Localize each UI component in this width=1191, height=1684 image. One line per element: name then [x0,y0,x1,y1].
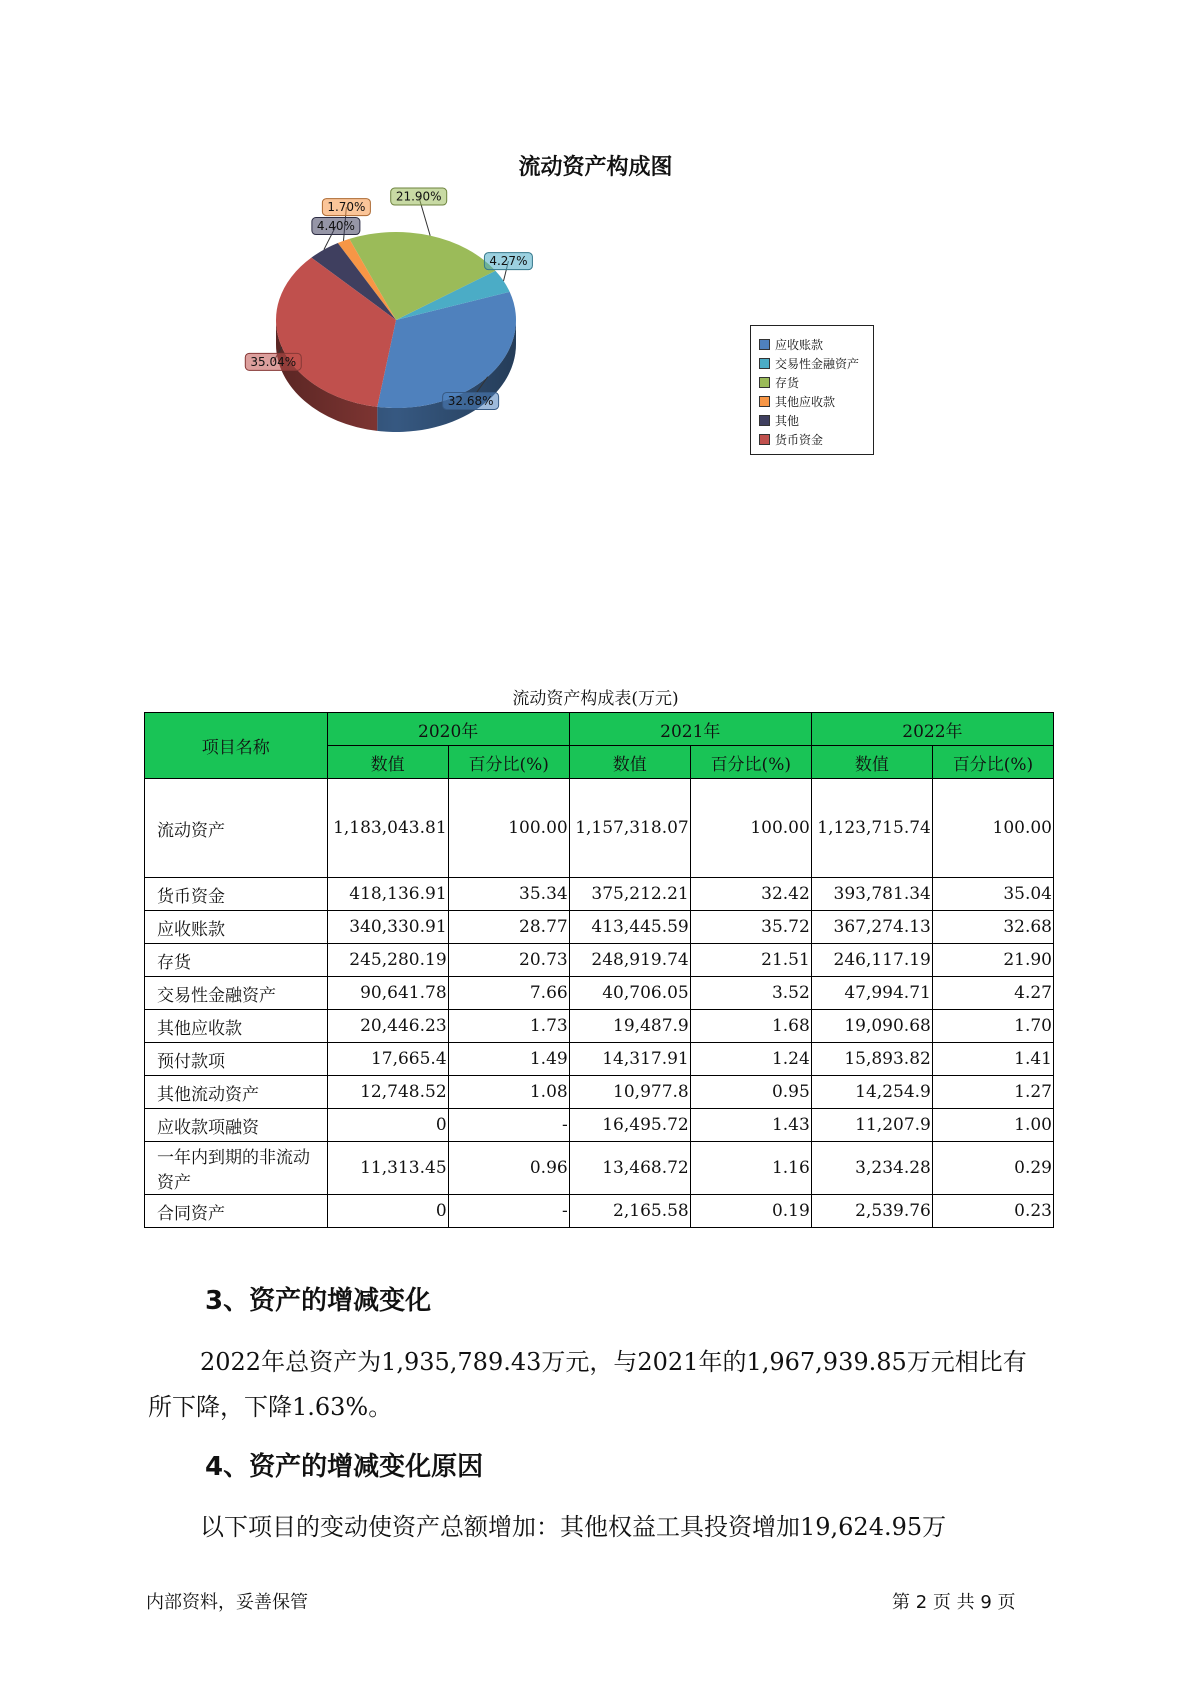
value-cell: 393,781.34 [811,878,932,911]
value-header: 数值 [569,746,690,779]
table-body [145,779,1054,1228]
pct-cell: 0.19 [690,1195,811,1228]
pct-cell: 1.43 [690,1109,811,1142]
table-row [145,1195,1054,1228]
value-cell: 14,317.91 [569,1043,690,1076]
row-name-cell: 应收款项融资 [145,1109,328,1142]
value-cell: 17,665.4 [327,1043,448,1076]
pct-cell: 0.23 [932,1195,1053,1228]
pct-cell: 1.08 [448,1076,569,1109]
value-cell: 340,330.91 [327,911,448,944]
legend-item [759,392,865,411]
legend-swatch [759,396,770,407]
value-cell: 246,117.19 [811,944,932,977]
paragraph: 2022年总资产为1,935,789.43万元，与2021年的1,967,939.85万元相比有所下降，下降1.63%。 [148,1348,1027,1421]
table-row [145,944,1054,977]
pie-chart [230,189,610,450]
table-row [145,779,1054,878]
row-name-cell: 预付款项 [145,1043,328,1076]
pct-cell: 0.29 [932,1142,1053,1195]
value-cell: 40,706.05 [569,977,690,1010]
year-header: 2020年 [327,713,569,746]
pct-cell: 35.72 [690,911,811,944]
pct-cell: 0.96 [448,1142,569,1195]
value-header: 数值 [327,746,448,779]
legend-label: 存货 [775,376,800,390]
pct-cell: - [448,1109,569,1142]
pct-cell: 3.52 [690,977,811,1010]
value-cell: 11,207.9 [811,1109,932,1142]
pie-tops [276,232,516,408]
row-name-cell: 其他应收款 [145,1010,328,1043]
legend [750,325,874,455]
pct-header: 百分比(%) [448,746,569,779]
legend-swatch [759,339,770,350]
pie-pct-label: 32.68% [447,393,494,408]
pct-cell: 0.95 [690,1076,811,1109]
value-cell: 16,495.72 [569,1109,690,1142]
value-cell: 11,313.45 [327,1142,448,1195]
value-cell: 47,994.71 [811,977,932,1010]
value-cell: 1,123,715.74 [811,779,932,878]
pct-cell: 1.41 [932,1043,1053,1076]
row-name-cell: 一年内到期的非流动资产 [145,1142,328,1195]
pct-cell: 35.04 [932,878,1053,911]
item-name-header: 项目名称 [145,713,328,779]
value-cell: 19,487.9 [569,1010,690,1043]
section-heading: 4、资产的增减变化原因 [205,1452,484,1482]
value-cell: 248,919.74 [569,944,690,977]
table-row [145,1043,1054,1076]
table-row [145,1076,1054,1109]
table-row [145,878,1054,911]
pct-cell: 1.73 [448,1010,569,1043]
pct-cell: 32.42 [690,878,811,911]
pct-cell: 7.66 [448,977,569,1010]
value-cell: 20,446.23 [327,1010,448,1043]
table-row [145,1109,1054,1142]
section-heading: 3、资产的增减变化 [205,1286,432,1316]
legend-item [759,335,865,354]
value-cell: 2,165.58 [569,1195,690,1228]
pct-cell: 4.27 [932,977,1053,1010]
legend-swatch [759,358,770,369]
row-name-cell: 货币资金 [145,878,328,911]
legend-item [759,411,865,430]
value-cell: 0 [327,1109,448,1142]
pie-pct-label: 35.04% [250,354,297,369]
chart-title: 流动资产构成图 [518,155,673,180]
legend-label: 货币资金 [775,433,824,447]
pie-pct-label: 4.40% [316,219,355,234]
value-cell: 10,977.8 [569,1076,690,1109]
value-cell: 19,090.68 [811,1010,932,1043]
pct-cell: 1.24 [690,1043,811,1076]
table-row [145,1010,1054,1043]
value-cell: 367,274.13 [811,911,932,944]
value-cell: 3,234.28 [811,1142,932,1195]
pct-cell: 1.27 [932,1076,1053,1109]
year-header: 2021年 [569,713,811,746]
value-header: 数值 [811,746,932,779]
pct-cell: 20.73 [448,944,569,977]
paragraph: 以下项目的变动使资产总额增加：其他权益工具投资增加19,624.95万 [200,1513,947,1541]
current-assets-table [144,712,1054,1228]
pct-cell: 1.70 [932,1010,1053,1043]
row-name-cell: 交易性金融资产 [145,977,328,1010]
pct-header: 百分比(%) [690,746,811,779]
footer-note: 内部资料，妥善保管 [146,1592,308,1613]
pct-cell: 35.34 [448,878,569,911]
pie-pct-label: 21.90% [395,189,442,204]
pct-cell: 100.00 [448,779,569,878]
legend-label: 交易性金融资产 [775,357,860,371]
value-cell: 14,254.9 [811,1076,932,1109]
pct-cell: 21.51 [690,944,811,977]
value-cell: 15,893.82 [811,1043,932,1076]
row-name-cell: 流动资产 [145,779,328,878]
legend-label: 应收账款 [775,338,824,352]
legend-label: 其他 [775,414,800,428]
table-row [145,977,1054,1010]
legend-label: 其他应收款 [775,395,836,409]
pie-pct-label: 1.70% [327,200,366,215]
year-header: 2022年 [811,713,1053,746]
pct-cell: 1.00 [932,1109,1053,1142]
row-name-cell: 应收账款 [145,911,328,944]
value-cell: 2,539.76 [811,1195,932,1228]
value-cell: 1,157,318.07 [569,779,690,878]
legend-swatch [759,434,770,445]
legend-swatch [759,377,770,388]
pct-cell: 32.68 [932,911,1053,944]
value-cell: 413,445.59 [569,911,690,944]
pct-header: 百分比(%) [932,746,1053,779]
pct-cell: 100.00 [932,779,1053,878]
value-cell: 418,136.91 [327,878,448,911]
legend-item [759,354,865,373]
value-cell: 375,212.21 [569,878,690,911]
row-name-cell: 合同资产 [145,1195,328,1228]
value-cell: 245,280.19 [327,944,448,977]
value-cell: 13,468.72 [569,1142,690,1195]
value-cell: 1,183,043.81 [327,779,448,878]
value-cell: 90,641.78 [327,977,448,1010]
value-cell: 12,748.52 [327,1076,448,1109]
legend-item [759,430,865,449]
pct-cell: 1.49 [448,1043,569,1076]
legend-item [759,373,865,392]
page-number: 第 2 页 共 9 页 [892,1592,1016,1613]
table-caption: 流动资产构成表(万元) [512,689,679,709]
pct-cell: - [448,1195,569,1228]
value-cell: 0 [327,1195,448,1228]
row-name-cell: 其他流动资产 [145,1076,328,1109]
table-row [145,911,1054,944]
legend-swatch [759,415,770,426]
pie-pct-label: 4.27% [489,254,528,269]
pct-cell: 100.00 [690,779,811,878]
pct-cell: 1.68 [690,1010,811,1043]
pct-cell: 21.90 [932,944,1053,977]
table-row [145,1142,1054,1195]
pct-cell: 28.77 [448,911,569,944]
pct-cell: 1.16 [690,1142,811,1195]
row-name-cell: 存货 [145,944,328,977]
